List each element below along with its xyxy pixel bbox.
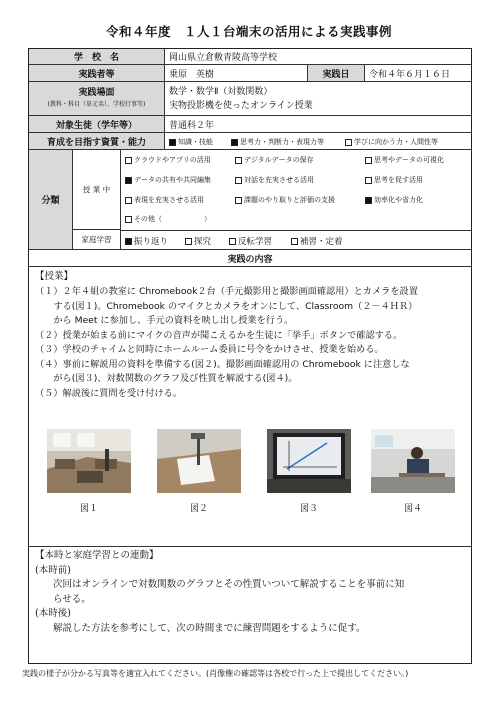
- option-visualize[interactable]: 思考やデータの可視化: [365, 155, 444, 165]
- after-class-label: (本時後): [35, 608, 71, 619]
- step-line: （３）学校のチャイムと同時にホームルーム委員に号令をかけさせ、授業を始める。: [35, 344, 384, 355]
- target-label: 対象生徒（学年等）: [29, 116, 165, 132]
- home-option-reflection[interactable]: 振り返り: [125, 235, 168, 247]
- before-class-label: (本時前): [35, 564, 71, 576]
- classification-label: 分類: [29, 150, 73, 249]
- checkbox-empty-icon: [291, 238, 298, 245]
- step-line: がら(図３)、対数関数のグラフ及び性質を解説する(図４)。: [35, 373, 298, 384]
- practitioner-label: 実践者等: [29, 65, 165, 81]
- figure-1-classroom-photo: [47, 429, 131, 493]
- checkbox-empty-icon: [345, 139, 352, 146]
- step-line: から Meet に参加し、手元の資料を映し出し授業を行う。: [35, 315, 294, 326]
- option-assignment[interactable]: 課題のやり取りと評価の支援: [235, 195, 335, 205]
- option-expression[interactable]: 表現を充実させる活用: [125, 195, 204, 205]
- practitioner-value: 乗原 英樹: [169, 69, 215, 80]
- home-link-section: [35, 549, 465, 636]
- option-cloud[interactable]: クラウドやアプリの活用: [125, 155, 211, 165]
- after-class-text: 解説した方法を参考にして、次の時間までに練習問題をするように促す。: [53, 622, 366, 634]
- scene-label: 実践場面: [78, 87, 115, 98]
- date-value: 令和４年６月１６日: [369, 69, 451, 80]
- home-option-inquiry[interactable]: 探究: [185, 235, 211, 247]
- checkbox-empty-icon: [365, 177, 372, 184]
- checkbox-checked-icon: [365, 197, 372, 204]
- home-option-flipped[interactable]: 反転学習: [229, 235, 272, 247]
- school-value: 岡山県立倉敷青陵高等学校: [169, 53, 278, 63]
- checkbox-empty-icon: [125, 216, 132, 223]
- target-row: [29, 116, 471, 133]
- before-class-line: 次回はオンラインで対数関数のグラフとその性質いついて解説することを事前に知: [53, 579, 405, 590]
- checkbox-empty-icon: [185, 238, 192, 245]
- figure-3-laptop-photo: [267, 429, 351, 493]
- checkbox-checked-icon: [125, 177, 132, 184]
- step-line: （５）解説後に質問を受け付ける。: [35, 387, 182, 399]
- school-row: [29, 49, 471, 65]
- checkbox-empty-icon: [125, 157, 132, 164]
- content-header-row: [29, 250, 471, 267]
- checkbox-empty-icon: [235, 197, 242, 204]
- home-study-label: 家庭学習: [73, 230, 121, 249]
- option-digital-save[interactable]: デジタルデータの保存: [235, 155, 314, 165]
- footer-note: 実践の様子が分かる写真等を適宜入れてください。(肖像権の確認等は各校で行った上で提出してください。): [22, 669, 409, 678]
- option-dialogue[interactable]: 対話を充実させる活用: [235, 175, 314, 185]
- ability-option-3[interactable]: 学びに向かう力・人間性等: [345, 137, 438, 147]
- option-other[interactable]: その他（ ）: [125, 214, 211, 224]
- practitioner-row: [29, 65, 471, 82]
- option-thinking[interactable]: 思考を促す活用: [365, 175, 423, 185]
- step-line: する(図１)。Chromebook のマイクとカメラをオンにして、Classroom（２－４ＨＲ）: [35, 300, 418, 312]
- scene-sublabel: (教科・科目（単元名）、学校行事等): [47, 100, 146, 108]
- target-value: 普通科２年: [169, 120, 215, 131]
- scene-value: [165, 82, 471, 115]
- option-efficiency[interactable]: 効率化や省力化: [365, 195, 423, 205]
- figure-2-desk-photo: [157, 429, 241, 493]
- classification-block: [29, 150, 471, 250]
- abilities-row: [29, 133, 471, 150]
- checkbox-empty-icon: [125, 197, 132, 204]
- date-label: 実践日: [307, 65, 365, 81]
- checkbox-empty-icon: [229, 238, 236, 245]
- home-link-title: 【本時と家庭学習との連動】: [35, 550, 159, 561]
- abilities-label: 育成を目指す資質・能力: [29, 133, 165, 149]
- scene-line-2: 実物投影機を使ったオンライン授業: [169, 100, 313, 111]
- step-line: （１）２年４組の教室に Chromebook２台（手元撮影用と撮影画面確認用）とカメラを設置: [35, 286, 418, 297]
- option-data-share[interactable]: データの共有や共同編集: [125, 175, 211, 185]
- in-class-label: 授 業 中: [73, 150, 121, 230]
- home-option-remedial[interactable]: 補習・定着: [291, 235, 343, 247]
- content-header: 実践の内容: [227, 254, 273, 265]
- report-sheet: [28, 48, 472, 664]
- scene-line-1: 数学・数学Ⅱ（対数関数）: [169, 86, 273, 97]
- ability-option-2[interactable]: 思考力・判断力・表現力等: [231, 137, 324, 147]
- checkbox-empty-icon: [235, 157, 242, 164]
- scene-row: [29, 82, 471, 116]
- ability-option-1[interactable]: 知識・技能: [169, 137, 213, 147]
- lesson-section-title: 【授業】: [35, 271, 74, 282]
- step-line: （４）事前に解説用の資料を準備する(図２)。撮影画面確認用の Chromebook に注意しな: [35, 358, 410, 370]
- before-class-line: らせる。: [53, 593, 91, 605]
- divider: [121, 230, 471, 231]
- checkbox-checked-icon: [231, 139, 238, 146]
- checkbox-checked-icon: [125, 238, 132, 245]
- figure-4-caption: 図４: [403, 504, 422, 514]
- checkbox-empty-icon: [365, 157, 372, 164]
- checkbox-checked-icon: [169, 139, 176, 146]
- checkbox-empty-icon: [235, 177, 242, 184]
- scene-label-cell: [29, 82, 165, 115]
- lesson-steps: [35, 285, 465, 401]
- step-line: （２）授業が始まる前にマイクの音声が聞こえるかを生徒に「挙手」ボタンで確認する。: [35, 329, 403, 341]
- page-title: 令和４年度 １人１台端末の活用による実践事例: [105, 24, 392, 39]
- figure-4-teacher-photo: [371, 429, 455, 493]
- figure-1-caption: 図１: [79, 504, 98, 514]
- figure-3-caption: 図３: [299, 504, 318, 514]
- figure-2-caption: 図２: [189, 504, 208, 514]
- school-label: 学 校 名: [29, 49, 165, 64]
